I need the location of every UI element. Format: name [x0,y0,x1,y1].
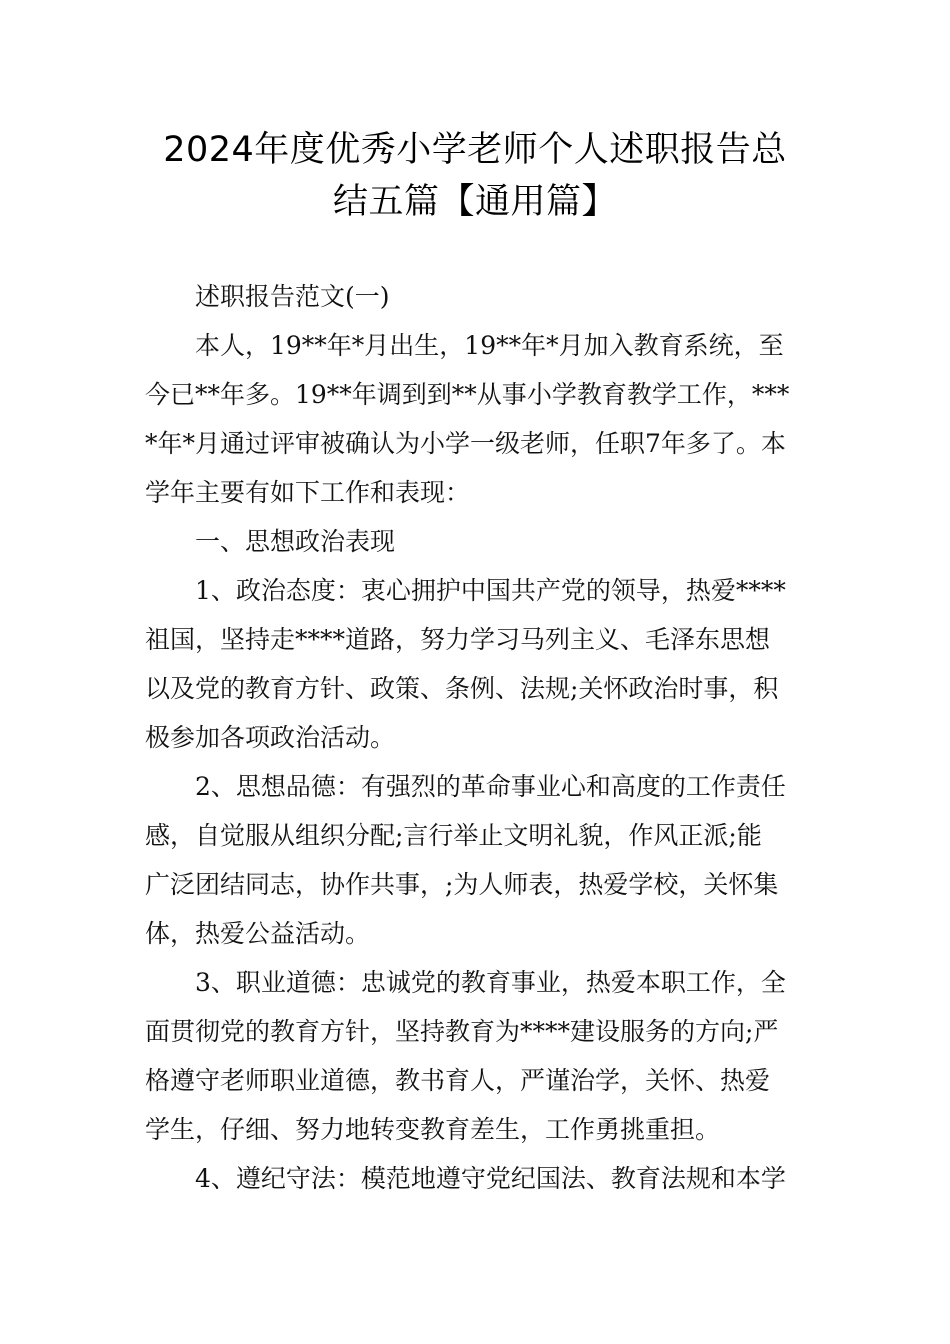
text-line: 体，热爱公益活动。 [145,919,371,948]
text-line: 极参加各项政治活动。 [145,723,396,752]
text-line: 学生，仔细、努力地转变教育差生，工作勇挑重担。 [145,1115,721,1144]
text-line: 祖国，坚持走****道路，努力学习马列主义、毛泽东思想 [145,625,771,654]
text-line: 一、思想政治表现 [195,527,396,556]
paragraph [145,762,810,958]
text-line: *年*月通过评审被确认为小学一级老师，任职7年多了。本 [145,429,786,458]
text-line: 本人，19**年*月出生，19**年*月加入教育系统，至 [195,331,784,360]
paragraph [145,958,810,1154]
text-line: 面贯彻党的教育方针，坚持教育为****建设服务的方向;严 [145,1017,779,1046]
text-line: 3、职业道德：忠诚党的教育事业，热爱本职工作，全 [195,968,786,997]
text-line: 2、思想品德：有强烈的革命事业心和高度的工作责任 [195,772,786,801]
text-line: 以及党的教育方针、政策、条例、法规;关怀政治时事，积 [145,674,779,703]
text-line: 广泛团结同志，协作共事，;为人师表，热爱学校，关怀集 [145,870,779,899]
text-line: 1、政治态度：衷心拥护中国共产党的领导，热爱**** [195,576,786,605]
paragraph [145,566,810,762]
text-line: 学年主要有如下工作和表现： [145,478,471,507]
section-heading [145,517,810,566]
title-line: 结五篇【通用篇】 [332,182,617,222]
text-line: 格遵守老师职业道德，教书育人，严谨治学，关怀、热爱 [145,1066,771,1095]
paragraph [145,321,810,517]
text-line: 4、遵纪守法：模范地遵守党纪国法、教育法规和本学 [195,1164,786,1193]
paragraph [145,1154,810,1203]
document-title [140,124,810,228]
text-line: 今已**年多。19**年调到到**从事小学教育教学工作，*** [145,380,790,409]
section-heading [145,272,810,321]
title-line: 2024年度优秀小学老师个人述职报告总 [163,130,787,170]
text-line: 述职报告范文(一) [195,282,390,311]
document-body [145,272,810,1203]
text-line: 感，自觉服从组织分配;言行举止文明礼貌，作风正派;能 [145,821,762,850]
